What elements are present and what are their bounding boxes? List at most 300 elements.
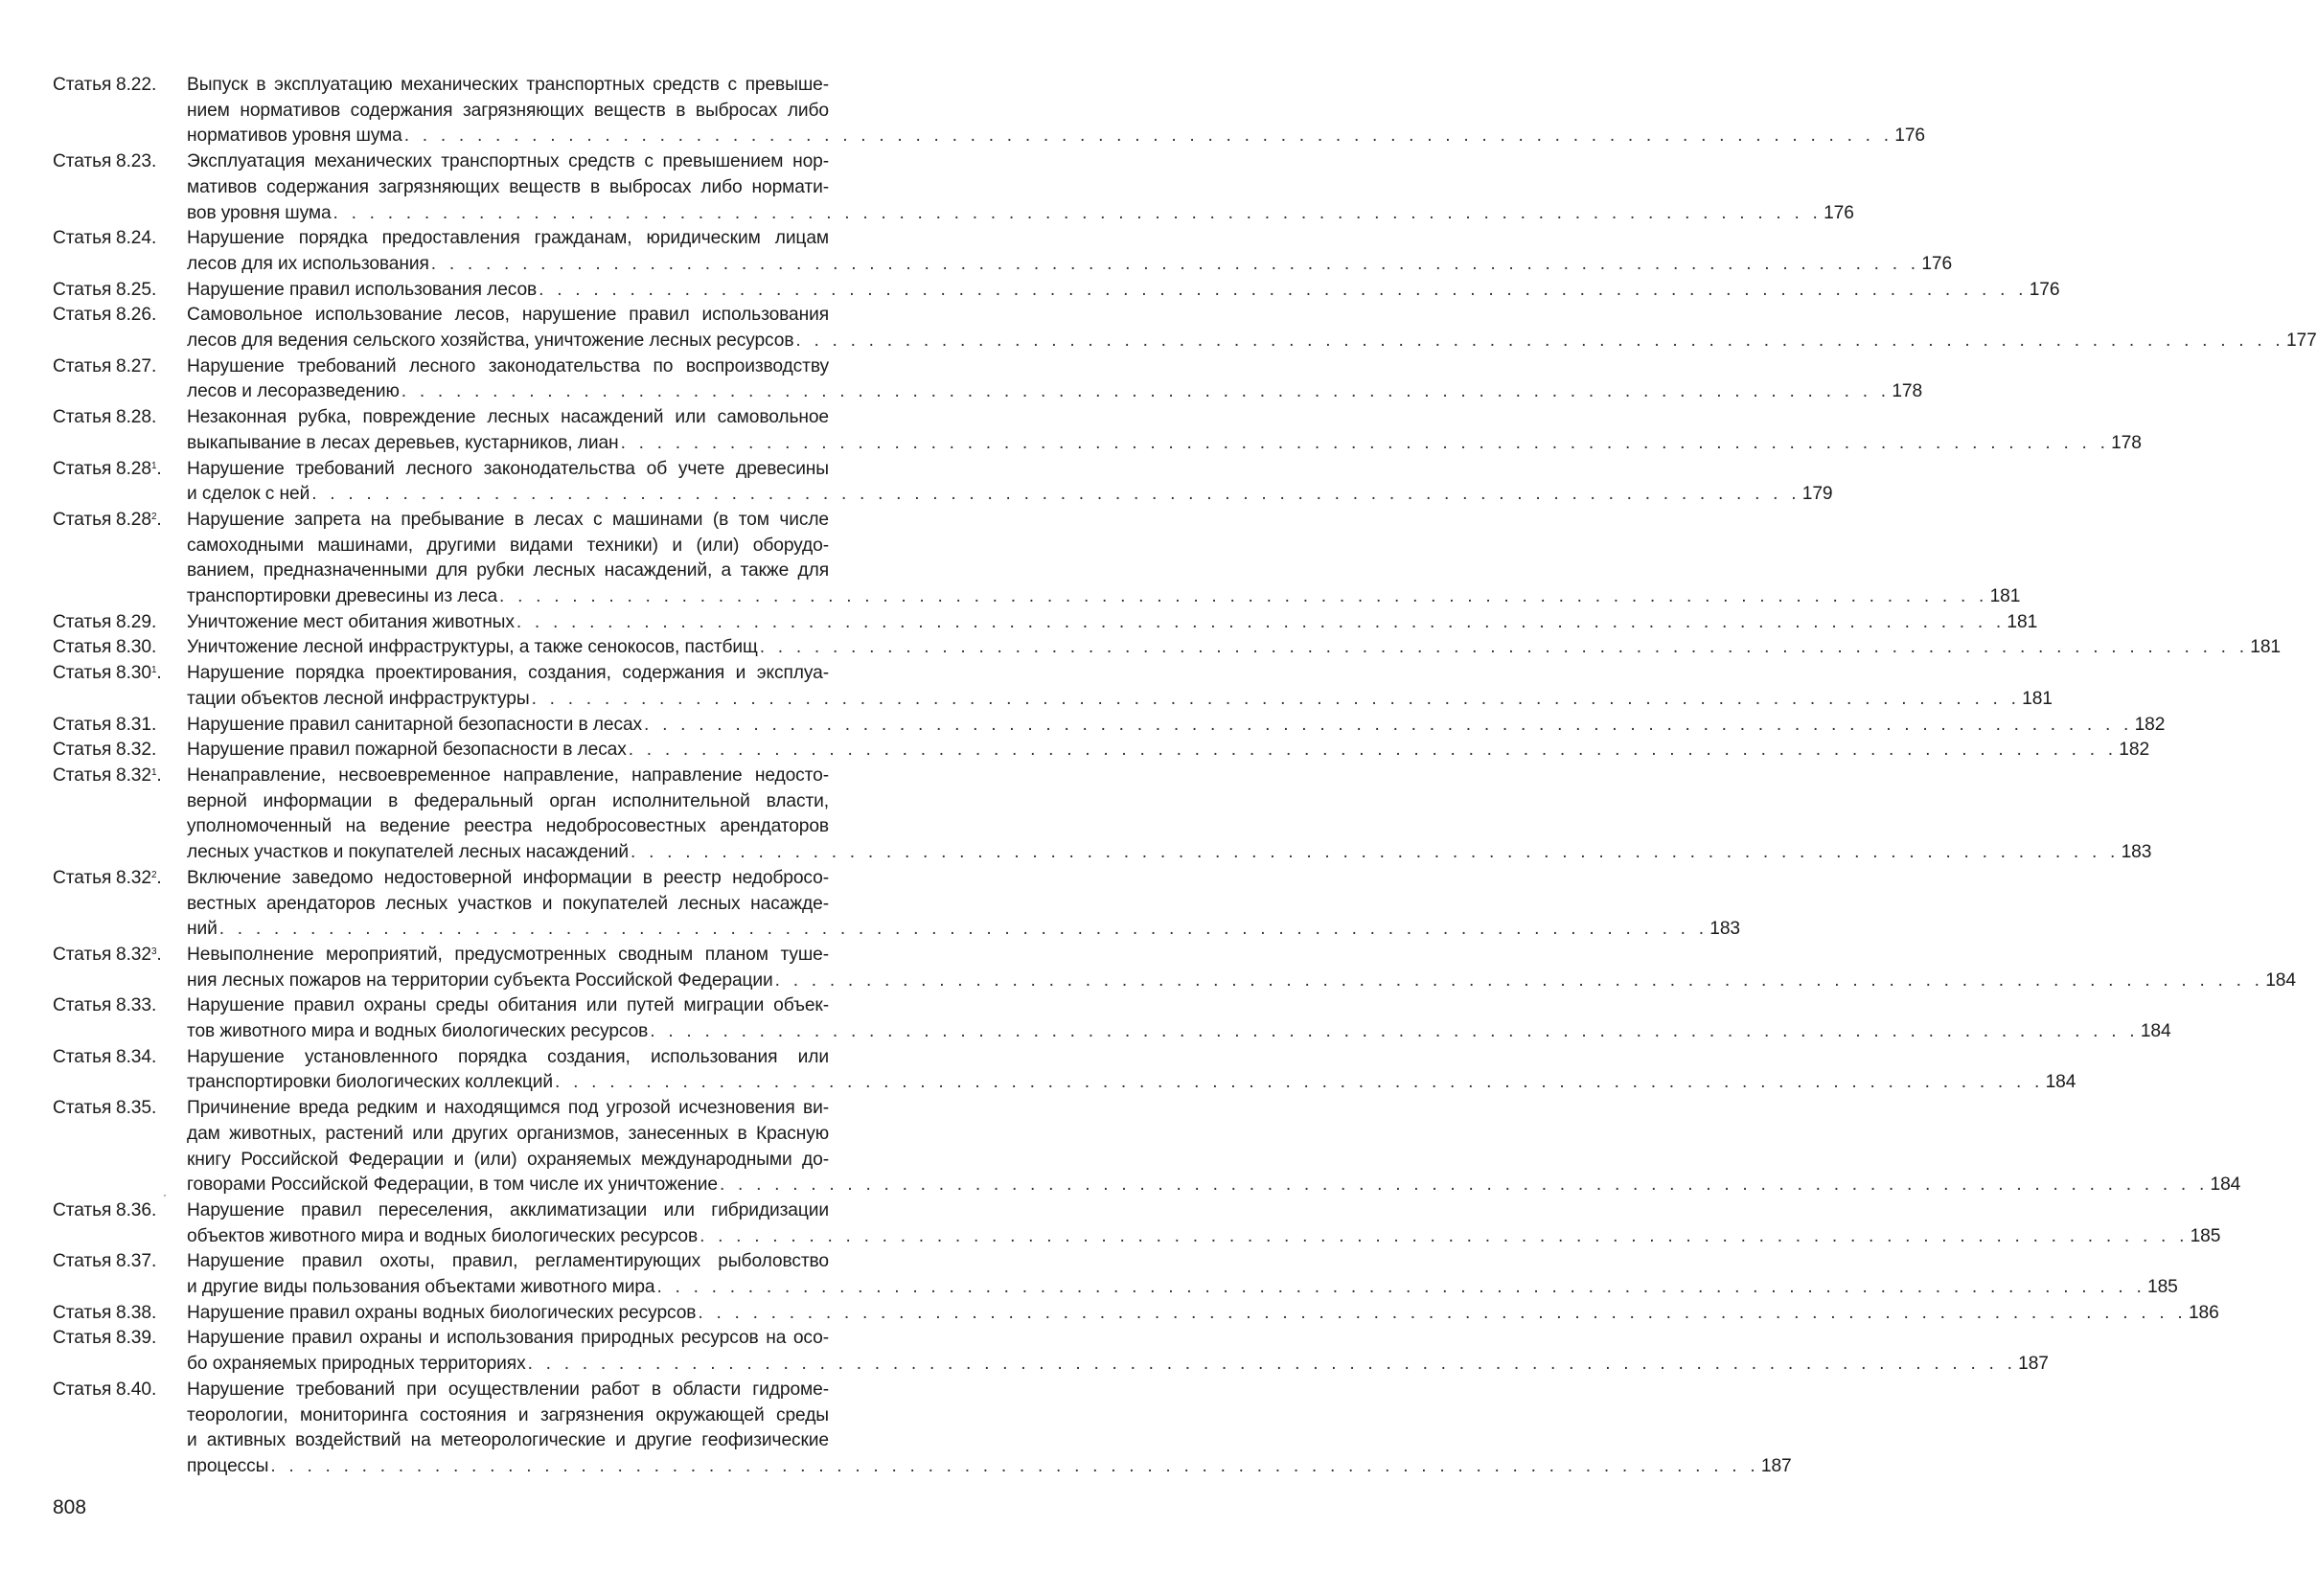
article-title-lines bbox=[187, 405, 829, 431]
article-label bbox=[53, 993, 187, 1019]
article-word: Статья bbox=[53, 867, 112, 888]
article-number: 8.30 bbox=[116, 637, 151, 658]
article-title-line: процессы bbox=[187, 1455, 269, 1476]
dot-leader: . . . . . . . . . . . . . . . . . . . . . . . . . . . . . . . . . . . . . . . . . . . . . . . . . . . . . . . . . . . . . . . . . . . . . . . . . . . . . . . . . . bbox=[430, 253, 1920, 274]
article-word: Статья bbox=[53, 611, 112, 632]
article-label bbox=[53, 226, 187, 252]
article-title-line: вестных арендаторов лесных участков и покупателей лесных насажде- bbox=[187, 893, 829, 914]
dot-leader: . . . . . . . . . . . . . . . . . . . . . . . . . . . . . . . . . . . . . . . . . . . . . . . . . . . . . . . . . . . . . . . . . . . . . . . . . . . . . . . . . . bbox=[499, 586, 1988, 607]
article-number: 8.25 bbox=[116, 279, 151, 300]
article-title-line: лесных участков и покупателей лесных насаждений bbox=[187, 842, 630, 863]
article-label bbox=[53, 1326, 187, 1352]
article-title bbox=[187, 993, 2171, 1044]
article-title-last-line bbox=[187, 1019, 2171, 1045]
article-number-superscript: 3 bbox=[150, 946, 157, 957]
article-number-group bbox=[116, 1047, 156, 1067]
article-number-group bbox=[116, 1200, 156, 1220]
dot-leader: . . . . . . . . . . . . . . . . . . . . . . . . . . . . . . . . . . . . . . . . . . . . . . . . . . . . . . . . . . . . . . . . . . . . . . . . . . . . . . . . . . bbox=[719, 1174, 2209, 1196]
article-number: 8.27 bbox=[116, 355, 151, 376]
dot-leader: . . . . . . . . . . . . . . . . . . . . . . . . . . . . . . . . . . . . . . . . . . . . . . . . . . . . . . . . . . . . . . . . . . . . . . . . . . . . . . . . . . bbox=[700, 1225, 2189, 1246]
article-title-line: Нарушение правил охраны среды обитания или путей миграции объек- bbox=[187, 995, 829, 1016]
article-title-lines bbox=[187, 303, 829, 329]
article-label bbox=[53, 1378, 187, 1403]
article-number-group bbox=[116, 1379, 156, 1400]
article-title-line: ванием, предназначенными для рубки лесных насаждений, а также для bbox=[187, 560, 829, 581]
article-label bbox=[53, 866, 187, 892]
article-number-period: . bbox=[150, 1199, 157, 1220]
article-number: 8.28 bbox=[116, 407, 151, 428]
article-title-line: Нарушение правил охраны и использования природных ресурсов на осо- bbox=[187, 1328, 829, 1349]
article-word: Статья bbox=[53, 151, 112, 172]
toc-entry bbox=[53, 943, 2296, 993]
article-number-period: . bbox=[150, 740, 157, 761]
article-title-line: вов уровня шума bbox=[187, 202, 332, 223]
article-title-last-line bbox=[187, 431, 2142, 457]
article-number-period: . bbox=[150, 1379, 157, 1400]
article-label bbox=[53, 1301, 187, 1327]
article-title-line: книгу Российской Федерации и (или) охраняемых международными до- bbox=[187, 1149, 829, 1170]
article-title-line: и другие виды пользования объектами животного мира bbox=[187, 1277, 655, 1298]
article-number-period: . bbox=[156, 944, 162, 965]
dot-leader: . . . . . . . . . . . . . . . . . . . . . . . . . . . . . . . . . . . . . . . . . . . . . . . . . . . . . . . . . . . . . . . . . . . . . . . . . . . . . . . . . . bbox=[270, 1455, 1759, 1476]
article-title-lines bbox=[187, 73, 829, 124]
table-of-contents bbox=[53, 73, 2317, 1480]
page-reference: 178 bbox=[2111, 432, 2142, 453]
article-title-last-line bbox=[187, 1352, 2049, 1378]
article-title-lines bbox=[187, 149, 829, 200]
article-title-last-line bbox=[187, 584, 2021, 610]
article-title-last-line bbox=[187, 1301, 2219, 1327]
article-number: 8.31 bbox=[116, 714, 151, 735]
article-number-period: . bbox=[150, 407, 157, 428]
dot-leader: . . . . . . . . . . . . . . . . . . . . . . . . . . . . . . . . . . . . . . . . . . . . . . . . . . . . . . . . . . . . . . . . . . . . . . . . . . . . . . . . . . bbox=[774, 969, 2264, 991]
article-title-line: Включение заведомо недостоверной информации в реестр недобросо- bbox=[187, 867, 829, 888]
page-reference: 176 bbox=[1894, 125, 1925, 147]
article-word: Статья bbox=[53, 1199, 112, 1220]
article-word: Статья bbox=[53, 509, 112, 530]
article-number-superscript: 2 bbox=[150, 511, 157, 522]
dot-leader: . . . . . . . . . . . . . . . . . . . . . . . . . . . . . . . . . . . . . . . . . . . . . . . . . . . . . . . . . . . . . . . . . . . . . . . . . . . . . . . . . . bbox=[311, 484, 1801, 505]
article-label bbox=[53, 943, 187, 969]
article-title-lines bbox=[187, 1198, 829, 1224]
article-number-period: . bbox=[156, 867, 162, 888]
article-title-line: Эксплуатация механических транспортных средств с превышением нор- bbox=[187, 151, 829, 172]
article-number: 8.28 bbox=[116, 509, 151, 530]
article-title-line: Причинение вреда редким и находящимся под угрозой исчезновения ви- bbox=[187, 1098, 829, 1119]
article-title bbox=[187, 1301, 2219, 1327]
article-title-line: лесов для их использования bbox=[187, 253, 429, 274]
article-title bbox=[187, 278, 2060, 304]
article-number-period: . bbox=[150, 714, 157, 735]
article-title-line: Нарушение правил охраны водных биологических ресурсов bbox=[187, 1302, 697, 1323]
page-reference: 176 bbox=[2029, 279, 2060, 300]
article-title-line: Невыполнение мероприятий, предусмотренных сводным планом туше- bbox=[187, 944, 829, 965]
article-title-line: бо охраняемых природных территориях bbox=[187, 1354, 526, 1375]
toc-entry bbox=[53, 1301, 2219, 1327]
article-title-lines bbox=[187, 1378, 829, 1454]
article-title-last-line bbox=[187, 1224, 2221, 1250]
article-title-last-line bbox=[187, 252, 1953, 278]
article-label bbox=[53, 635, 187, 661]
article-number-period: . bbox=[150, 611, 157, 632]
article-word: Статья bbox=[53, 944, 112, 965]
article-label bbox=[53, 1045, 187, 1071]
article-title-lines bbox=[187, 1326, 829, 1352]
article-title-line: лесов и лесоразведению bbox=[187, 381, 400, 402]
article-number: 8.32 bbox=[116, 740, 151, 761]
article-title-lines bbox=[187, 866, 829, 917]
page-reference: 183 bbox=[2121, 842, 2152, 863]
article-number-group bbox=[116, 1098, 156, 1118]
dot-leader: . . . . . . . . . . . . . . . . . . . . . . . . . . . . . . . . . . . . . . . . . . . . . . . . . . . . . . . . . . . . . . . . . . . . . . . . . . . . . . . . . . bbox=[650, 1021, 2139, 1042]
article-word: Статья bbox=[53, 714, 112, 735]
article-number-group bbox=[116, 280, 156, 300]
article-number: 8.36 bbox=[116, 1199, 151, 1220]
article-title bbox=[187, 943, 2296, 993]
article-number: 8.29 bbox=[116, 611, 151, 632]
article-number-group bbox=[116, 75, 156, 95]
article-word: Статья bbox=[53, 1379, 112, 1400]
article-number-period: . bbox=[150, 637, 157, 658]
toc-entry bbox=[53, 73, 1925, 149]
article-number-period: . bbox=[156, 509, 162, 530]
article-title-line: Незаконная рубка, повреждение лесных насаждений или самовольное bbox=[187, 407, 829, 428]
article-title bbox=[187, 226, 1953, 277]
article-number-group bbox=[116, 637, 156, 657]
toc-entry bbox=[53, 278, 2060, 304]
article-title-line: Выпуск в эксплуатацию механических транспортных средств с превыше- bbox=[187, 75, 829, 95]
page-reference: 184 bbox=[2210, 1174, 2241, 1196]
article-word: Статья bbox=[53, 1046, 112, 1067]
article-number: 8.24 bbox=[116, 228, 151, 249]
article-title-last-line bbox=[187, 278, 2060, 304]
article-title-last-line bbox=[187, 124, 1925, 149]
page-reference: 176 bbox=[1824, 202, 1854, 223]
article-word: Статья bbox=[53, 1251, 112, 1272]
article-title bbox=[187, 457, 1833, 508]
article-title-line: ний bbox=[187, 919, 218, 940]
article-title-line: Нарушение правил санитарной безопасности в лесах bbox=[187, 714, 643, 735]
article-title-last-line bbox=[187, 917, 1740, 943]
article-title-line: самоходными машинами, другими видами техники) и (или) оборудо- bbox=[187, 535, 829, 556]
article-title bbox=[187, 73, 1925, 149]
article-title-line: Нарушение установленного порядка создания, использования или bbox=[187, 1046, 829, 1067]
toc-entry bbox=[53, 1378, 1792, 1480]
dot-leader: . . . . . . . . . . . . . . . . . . . . . . . . . . . . . . . . . . . . . . . . . . . . . . . . . . . . . . . . . . . . . . . . . . . . . . . . . . . . . . . . . . bbox=[644, 714, 2133, 735]
toc-entry bbox=[53, 1045, 2076, 1096]
article-title-line: ния лесных пожаров на территории субъекта Российской Федерации bbox=[187, 969, 773, 991]
article-number-group bbox=[116, 765, 162, 786]
toc-entry bbox=[53, 713, 2166, 739]
dot-leader: . . . . . . . . . . . . . . . . . . . . . . . . . . . . . . . . . . . . . . . . . . . . . . . . . . . . . . . . . . . . . . . . . . . . . . . . . . . . . . . . . . bbox=[555, 1072, 2044, 1093]
page-reference: 182 bbox=[2134, 714, 2166, 735]
article-number: 8.26 bbox=[116, 305, 151, 326]
article-title-line: Уничтожение мест обитания животных bbox=[187, 611, 515, 632]
article-title-line: говорами Российской Федерации, в том числе их уничтожение bbox=[187, 1174, 718, 1196]
toc-entry bbox=[53, 1326, 2049, 1377]
article-number-group bbox=[116, 868, 162, 888]
article-title-line: Уничтожение лесной инфраструктуры, а также сенокосов, пастбищ bbox=[187, 637, 758, 658]
article-title-last-line bbox=[187, 482, 1833, 508]
article-title-line: теорологии, мониторинга состояния и загрязнения окружающей среды bbox=[187, 1404, 829, 1425]
dot-leader: . . . . . . . . . . . . . . . . . . . . . . . . . . . . . . . . . . . . . . . . . . . . . . . . . . . . . . . . . . . . . . . . . . . . . . . . . . . . . . . . . . bbox=[759, 637, 2249, 658]
page-reference: 181 bbox=[2007, 611, 2038, 632]
article-word: Статья bbox=[53, 228, 112, 249]
article-title-last-line bbox=[187, 840, 2152, 866]
article-title-lines bbox=[187, 508, 829, 584]
article-title-line: выкапывание в лесах деревьев, кустарников, лиан bbox=[187, 432, 619, 453]
dot-leader: . . . . . . . . . . . . . . . . . . . . . . . . . . . . . . . . . . . . . . . . . . . . . . . . . . . . . . . . . . . . . . . . . . . . . . . . . . . . . . . . . . bbox=[516, 611, 2006, 632]
dot-leader: . . . . . . . . . . . . . . . . . . . . . . . . . . . . . . . . . . . . . . . . . . . . . . . . . . . . . . . . . . . . . . . . . . . . . . . . . . . . . . . . . . bbox=[401, 381, 1891, 402]
toc-entry bbox=[53, 993, 2171, 1044]
page-reference: 181 bbox=[2022, 688, 2053, 709]
article-title-lines bbox=[187, 764, 829, 840]
article-title-lines bbox=[187, 661, 829, 687]
toc-entry bbox=[53, 303, 2317, 353]
article-label bbox=[53, 764, 187, 789]
page-reference: 184 bbox=[2140, 1021, 2171, 1042]
article-title-line: Нарушение запрета на пребывание в лесах с машинами (в том числе bbox=[187, 509, 829, 530]
article-number-group bbox=[116, 356, 156, 376]
toc-entry bbox=[53, 149, 1854, 226]
article-title-last-line bbox=[187, 738, 2150, 764]
article-number: 8.23 bbox=[116, 151, 151, 172]
article-title-line: и активных воздействий на метеорологические и другие геофизические bbox=[187, 1430, 829, 1451]
article-number-period: . bbox=[150, 1046, 157, 1067]
article-title-line: верной информации в федеральный орган исполнительной власти, bbox=[187, 790, 829, 811]
article-title-line: Нарушение порядка предоставления гражданам, юридическим лицам bbox=[187, 228, 829, 249]
article-title-line: уполномоченный на ведение реестра недобросовестных арендаторов bbox=[187, 816, 829, 837]
page-reference: 187 bbox=[2018, 1354, 2049, 1375]
article-title bbox=[187, 1198, 2221, 1249]
article-number: 8.28 bbox=[116, 458, 151, 479]
article-title-line: Нарушение требований лесного законодательства по воспроизводству bbox=[187, 355, 829, 376]
article-number-superscript: 2 bbox=[150, 869, 157, 880]
article-number-group bbox=[116, 151, 156, 171]
article-title-line: Нарушение правил использования лесов bbox=[187, 279, 538, 300]
article-label bbox=[53, 713, 187, 739]
article-number-period: . bbox=[150, 151, 157, 172]
article-number: 8.37 bbox=[116, 1251, 151, 1272]
article-title bbox=[187, 1378, 1792, 1480]
article-word: Статья bbox=[53, 458, 112, 479]
article-title-last-line bbox=[187, 713, 2166, 739]
toc-entry bbox=[53, 1198, 2221, 1249]
article-number-period: . bbox=[150, 1098, 157, 1119]
article-word: Статья bbox=[53, 995, 112, 1016]
article-number-group bbox=[116, 663, 162, 683]
article-word: Статья bbox=[53, 740, 112, 761]
page-reference: 187 bbox=[1760, 1455, 1792, 1476]
article-title-line: тов животного мира и водных биологических ресурсов bbox=[187, 1021, 649, 1042]
article-number-group bbox=[116, 995, 156, 1015]
article-number-group bbox=[116, 305, 156, 325]
toc-entry bbox=[53, 405, 2142, 456]
article-title bbox=[187, 1096, 2241, 1198]
article-title-line: лесов для ведения сельского хозяйства, уничтожение лесных ресурсов bbox=[187, 331, 794, 352]
article-label bbox=[53, 508, 187, 534]
article-word: Статья bbox=[53, 1098, 112, 1119]
article-title bbox=[187, 764, 2152, 866]
article-number: 8.38 bbox=[116, 1302, 151, 1323]
article-number-superscript: 1 bbox=[150, 665, 157, 676]
article-title bbox=[187, 149, 1854, 226]
article-number-period: . bbox=[150, 995, 157, 1016]
toc-entry bbox=[53, 610, 2038, 636]
dot-leader: . . . . . . . . . . . . . . . . . . . . . . . . . . . . . . . . . . . . . . . . . . . . . . . . . . . . . . . . . . . . . . . . . . . . . . . . . . . . . . . . . . bbox=[403, 125, 1893, 147]
article-label bbox=[53, 1096, 187, 1122]
article-word: Статья bbox=[53, 407, 112, 428]
toc-entry bbox=[53, 354, 1923, 405]
article-number-group bbox=[116, 459, 162, 479]
article-title-line: Нарушение правил охоты, правил, регламентирующих рыболовство bbox=[187, 1251, 829, 1272]
article-word: Статья bbox=[53, 637, 112, 658]
article-number-superscript: 1 bbox=[150, 766, 157, 778]
page-reference: 179 bbox=[1801, 484, 1833, 505]
article-title-last-line bbox=[187, 1275, 2178, 1301]
article-title-line: нормативов уровня шума bbox=[187, 125, 402, 147]
article-title-line: Нарушение требований при осуществлении работ в области гидроме- bbox=[187, 1379, 829, 1400]
article-title-line: транспортировки биологических коллекций bbox=[187, 1072, 554, 1093]
article-number-group bbox=[116, 510, 162, 530]
article-label bbox=[53, 1198, 187, 1224]
article-title-last-line bbox=[187, 329, 2317, 354]
page-reference: 184 bbox=[2265, 969, 2296, 991]
dot-leader: . . . . . . . . . . . . . . . . . . . . . . . . . . . . . . . . . . . . . . . . . . . . . . . . . . . . . . . . . . . . . . . . . . . . . . . . . . . . . . . . . . bbox=[795, 331, 2284, 352]
article-number-group bbox=[116, 612, 156, 632]
article-word: Статья bbox=[53, 1328, 112, 1349]
article-title-lines bbox=[187, 457, 829, 483]
article-title-last-line bbox=[187, 201, 1854, 227]
toc-entry bbox=[53, 226, 1953, 277]
article-title-last-line bbox=[187, 635, 2281, 661]
article-title bbox=[187, 508, 2021, 610]
article-number-period: . bbox=[156, 764, 162, 786]
article-number-group bbox=[116, 228, 156, 248]
article-word: Статья bbox=[53, 663, 112, 684]
article-word: Статья bbox=[53, 1302, 112, 1323]
toc-entry bbox=[53, 457, 1833, 508]
article-number-period: . bbox=[150, 305, 157, 326]
article-title bbox=[187, 1326, 2049, 1377]
dot-leader: . . . . . . . . . . . . . . . . . . . . . . . . . . . . . . . . . . . . . . . . . . . . . . . . . . . . . . . . . . . . . . . . . . . . . . . . . . . . . . . . . . bbox=[527, 1354, 2017, 1375]
toc-entry bbox=[53, 1249, 2178, 1300]
article-number: 8.22 bbox=[116, 75, 151, 95]
dot-leader: . . . . . . . . . . . . . . . . . . . . . . . . . . . . . . . . . . . . . . . . . . . . . . . . . . . . . . . . . . . . . . . . . . . . . . . . . . . . . . . . . . bbox=[539, 279, 2028, 300]
article-title-lines bbox=[187, 993, 829, 1019]
page-reference: 183 bbox=[1709, 919, 1740, 940]
article-word: Статья bbox=[53, 355, 112, 376]
article-title-last-line bbox=[187, 1070, 2076, 1096]
dot-leader: . . . . . . . . . . . . . . . . . . . . . . . . . . . . . . . . . . . . . . . . . . . . . . . . . . . . . . . . . . . . . . . . . . . . . . . . . . . . . . . . . . bbox=[333, 202, 1823, 223]
article-title-line: Нарушение правил переселения, акклиматизации или гибридизации bbox=[187, 1199, 829, 1220]
article-title-line: Нарушение порядка проектирования, создания, содержания и эксплуа- bbox=[187, 663, 829, 684]
article-title bbox=[187, 1045, 2076, 1096]
article-word: Статья bbox=[53, 75, 112, 95]
page-reference: 181 bbox=[1989, 586, 2021, 607]
article-title-last-line bbox=[187, 969, 2296, 994]
article-number-period: . bbox=[156, 458, 162, 479]
article-label bbox=[53, 303, 187, 329]
article-title-line: Самовольное использование лесов, нарушение правил использования bbox=[187, 305, 829, 326]
article-number-period: . bbox=[150, 355, 157, 376]
article-number-group bbox=[116, 1251, 156, 1271]
article-number-group bbox=[116, 407, 156, 427]
article-title bbox=[187, 405, 2142, 456]
toc-entry bbox=[53, 1096, 2241, 1198]
article-title-line: Ненаправление, несвоевременное направление, направление недосто- bbox=[187, 764, 829, 786]
article-title bbox=[187, 610, 2038, 636]
article-title-line: и сделок с ней bbox=[187, 484, 310, 505]
article-title-line: дам животных, растений или других организмов, занесенных в Красную bbox=[187, 1123, 829, 1144]
article-title-last-line bbox=[187, 687, 2053, 713]
page-reference: 178 bbox=[1892, 381, 1923, 402]
toc-entry bbox=[53, 764, 2152, 866]
article-number-period: . bbox=[150, 1328, 157, 1349]
article-number: 8.32 bbox=[116, 764, 151, 786]
page-reference: 186 bbox=[2188, 1302, 2219, 1323]
article-number: 8.33 bbox=[116, 995, 151, 1016]
article-number: 8.32 bbox=[116, 867, 151, 888]
article-number: 8.32 bbox=[116, 944, 151, 965]
article-title-lines bbox=[187, 354, 829, 380]
page-reference: 184 bbox=[2045, 1072, 2076, 1093]
dot-leader: . . . . . . . . . . . . . . . . . . . . . . . . . . . . . . . . . . . . . . . . . . . . . . . . . . . . . . . . . . . . . . . . . . . . . . . . . . . . . . . . . . bbox=[698, 1302, 2187, 1323]
article-title-last-line bbox=[187, 379, 1923, 405]
article-number-period: . bbox=[156, 663, 162, 684]
page-reference: 181 bbox=[2250, 637, 2281, 658]
article-label bbox=[53, 661, 187, 687]
toc-entry bbox=[53, 508, 2021, 610]
article-number: 8.39 bbox=[116, 1328, 151, 1349]
article-title-lines bbox=[187, 1249, 829, 1275]
article-title bbox=[187, 635, 2281, 661]
article-title-last-line bbox=[187, 1454, 1792, 1480]
article-title bbox=[187, 738, 2150, 764]
article-title-line: объектов животного мира и водных биологических ресурсов bbox=[187, 1225, 699, 1246]
toc-entry bbox=[53, 738, 2150, 764]
article-number: 8.40 bbox=[116, 1379, 151, 1400]
article-title-line: Нарушение требований лесного законодательства об учете древесины bbox=[187, 458, 829, 479]
article-number-period: . bbox=[150, 1251, 157, 1272]
article-title-lines bbox=[187, 226, 829, 252]
page-reference: 185 bbox=[2190, 1225, 2221, 1246]
dot-leader: . . . . . . . . . . . . . . . . . . . . . . . . . . . . . . . . . . . . . . . . . . . . . . . . . . . . . . . . . . . . . . . . . . . . . . . . . . . . . . . . . . bbox=[631, 842, 2120, 863]
print-speck bbox=[164, 1195, 166, 1197]
article-number-period: . bbox=[150, 1302, 157, 1323]
article-number-group bbox=[116, 1328, 156, 1348]
article-label bbox=[53, 610, 187, 636]
article-label bbox=[53, 405, 187, 431]
toc-entry bbox=[53, 661, 2053, 712]
page-reference: 182 bbox=[2119, 740, 2150, 761]
toc-entry bbox=[53, 866, 1740, 943]
article-title bbox=[187, 713, 2166, 739]
article-number-group bbox=[116, 1303, 156, 1323]
article-number-period: . bbox=[150, 279, 157, 300]
article-number-superscript: 1 bbox=[150, 460, 157, 471]
article-label bbox=[53, 738, 187, 764]
article-number: 8.30 bbox=[116, 663, 151, 684]
article-word: Статья bbox=[53, 305, 112, 326]
article-word: Статья bbox=[53, 764, 112, 786]
article-number-period: . bbox=[150, 228, 157, 249]
article-title-line: Нарушение правил пожарной безопасности в лесах bbox=[187, 740, 627, 761]
article-number-group bbox=[116, 945, 162, 965]
article-title-line: нием нормативов содержания загрязняющих веществ в выбросах либо bbox=[187, 100, 829, 121]
article-number-group bbox=[116, 715, 156, 735]
article-title bbox=[187, 866, 1740, 943]
